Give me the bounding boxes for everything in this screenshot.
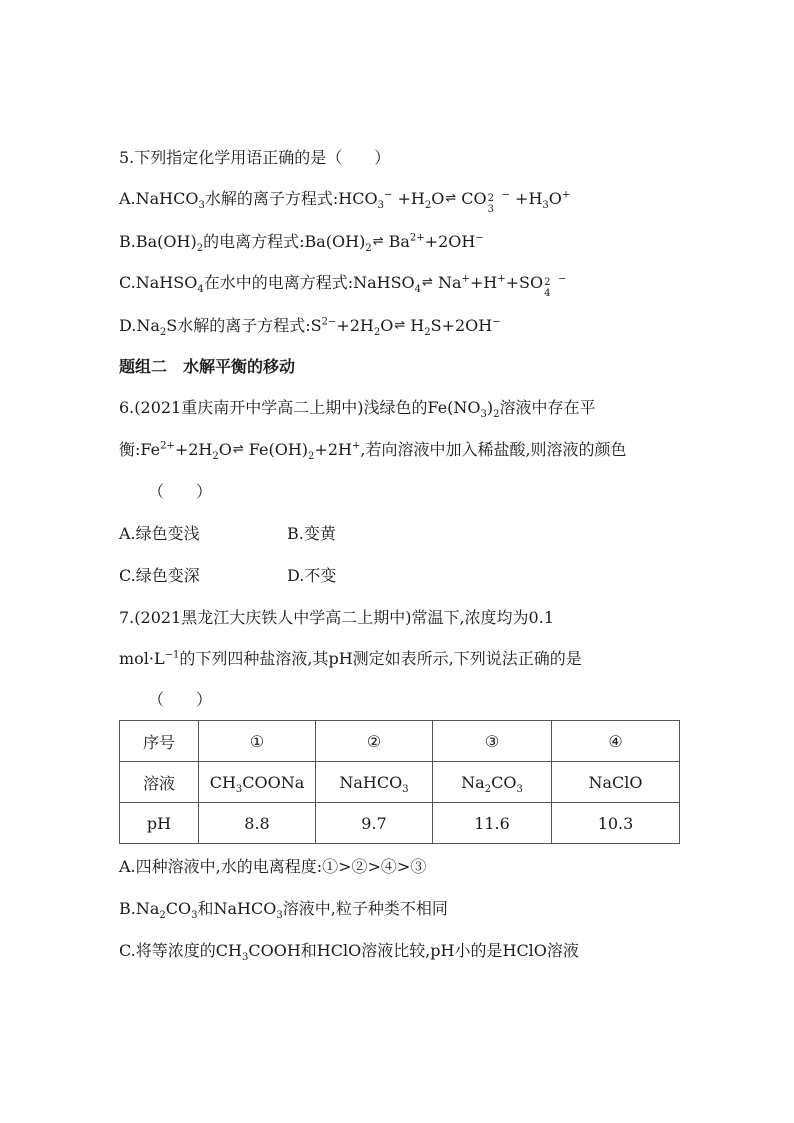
table-header-cell: ③ — [433, 721, 552, 762]
q6-stem-line2: 衡$:Fe^{2+}+2H_2O\rightleftharpoons$ $Fe(OH)_2+2H^+$,若向溶液中加入稀盐酸,则溶液的颜色 — [119, 440, 627, 463]
table-cell: 9.7 — [316, 803, 433, 844]
table-cell: $Na_2CO_3$ — [433, 762, 552, 803]
q6-option-a: A.绿色变浅 — [119, 524, 200, 543]
q5-option-a: A.NaHCO$_3$水解的离子方程式$:HCO_3^-$ $+H_2O\rightleftharpoons$ CO 2 3 $^- +H_3O^+$ — [119, 189, 571, 215]
table-row-label: 溶液 — [120, 762, 199, 803]
table-header-cell: ② — [316, 721, 433, 762]
equilibrium-arrow-icon: ⇌ — [372, 234, 383, 249]
table-header-cell: ④ — [552, 721, 680, 762]
table-cell: 10.3 — [552, 803, 680, 844]
equilibrium-arrow-icon: ⇌ — [394, 318, 405, 333]
table-cell: NaHCO$_3$ — [316, 762, 433, 803]
table-header-cell: 序号 — [120, 721, 199, 762]
q6-stem-line1: 6.(2021重庆南开中学高二上期中)浅绿色的$Fe(NO_3)_2$溶液中存在平 — [119, 398, 596, 421]
table-cell: NaClO — [552, 762, 680, 803]
q7-option-b: $B.Na_2CO_3$和NaHCO$_3$溶液中,粒子种类不相同 — [119, 899, 448, 922]
table-header-cell: ① — [199, 721, 316, 762]
q6-option-c: C.绿色变深 — [119, 566, 200, 585]
q5-stem: 5.下列指定化学用语正确的是（ ） — [119, 148, 391, 167]
q7-answer-paren: （ ） — [148, 690, 213, 709]
q7-stem-line2: $mol\cdot L^{-1}$的下列四种盐溶液,其pH测定如表所示,下列说法正确的是 — [119, 649, 582, 668]
table-cell: 11.6 — [433, 803, 552, 844]
q6-option-b: B.变黄 — [287, 524, 336, 543]
q5-option-d: $D.Na_2S$水解的离子方程式$:S^{2-}+2H_2O\rightleftharpoons$ $H_2S+2OH^-$ — [119, 316, 501, 339]
q6-answer-paren: （ ） — [148, 482, 213, 501]
table-row-label: pH — [120, 803, 199, 844]
q7-option-c: C.将等浓度的$CH_3COOH$和HClO溶液比较,pH小的是HClO溶液 — [119, 941, 579, 964]
table-cell: 8.8 — [199, 803, 316, 844]
equilibrium-arrow-icon: ⇌ — [232, 442, 243, 457]
q5-option-c: C.NaHSO$_4$在水中的电离方程式:NaHSO$_4$⇌ Na++H++SO 2 4 − — [119, 273, 567, 299]
equilibrium-arrow-icon: ⇌ — [445, 191, 456, 206]
equilibrium-arrow-icon: ⇌ — [422, 275, 432, 290]
table-row — [120, 803, 680, 844]
table-header-row — [120, 721, 680, 762]
q7-option-a: A.四种溶液中,水的电离程度:①>②>④>③ — [119, 857, 427, 876]
ph-table — [119, 720, 680, 844]
q5-option-b: $B.Ba(OH)_2$的电离方程式$:Ba(OH)_2\rightleftharpoons$ $Ba^{2+}+2OH^-$ — [119, 232, 484, 255]
section-heading: 题组二 水解平衡的移动 — [119, 357, 296, 376]
q6-option-d: D.不变 — [287, 566, 337, 585]
table-row — [120, 762, 680, 803]
q7-stem-line1: 7.(2021黑龙江大庆铁人中学高二上期中)常温下,浓度均为0.1 — [119, 608, 555, 627]
table-cell: $CH_3COONa$ — [199, 762, 316, 803]
